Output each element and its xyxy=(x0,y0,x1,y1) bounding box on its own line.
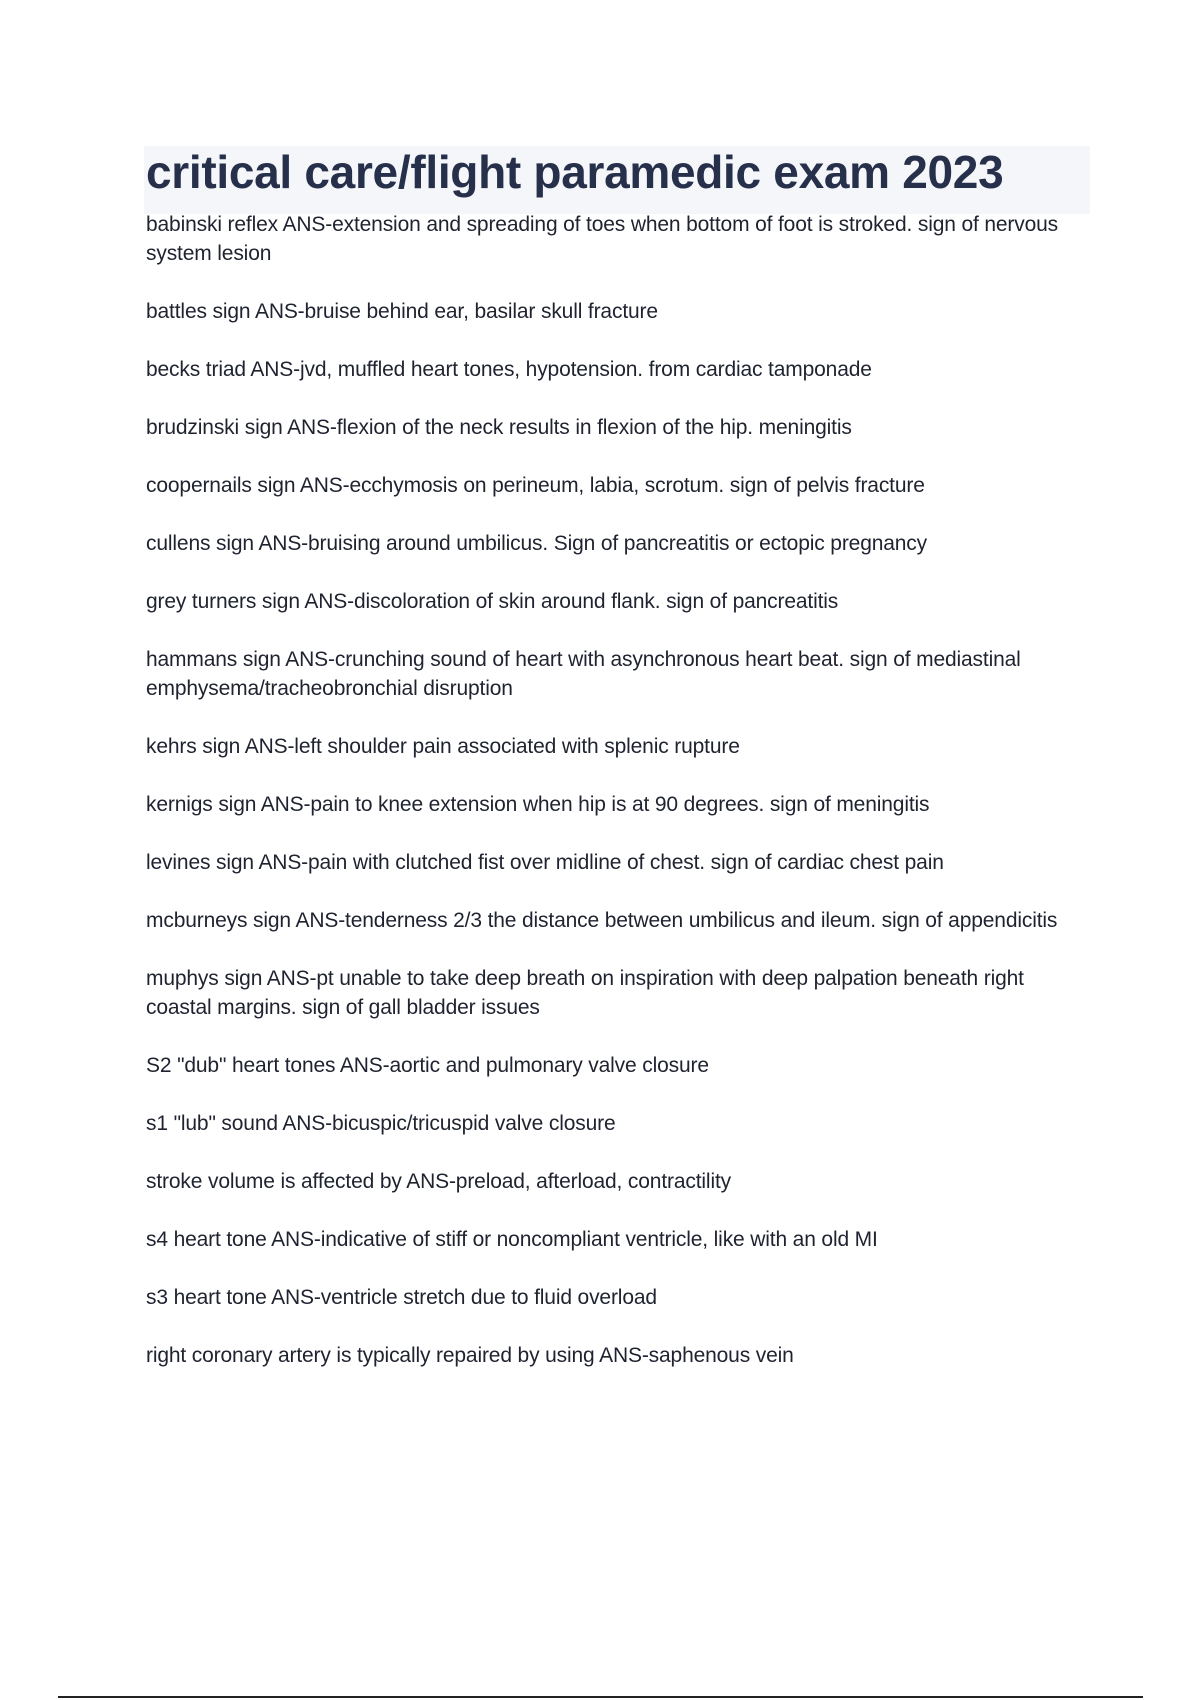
flashcard-item: s1 "lub" sound ANS-bicuspic/tricuspid valve closure xyxy=(146,1112,616,1135)
flashcard-item: right coronary artery is typically repaired by using ANS-saphenous vein xyxy=(146,1344,794,1367)
flashcard-item: kehrs sign ANS-left shoulder pain associated with splenic rupture xyxy=(146,735,740,758)
flashcard-item: kernigs sign ANS-pain to knee extension when hip is at 90 degrees. sign of meningitis xyxy=(146,793,930,816)
flashcard-item: muphys sign ANS-pt unable to take deep breath on inspiration with deep palpation beneath right coastal margins. sign of gall bladder issues xyxy=(146,967,1024,1019)
footer-divider xyxy=(58,1696,1143,1698)
flashcard-item: s3 heart tone ANS-ventricle stretch due to fluid overload xyxy=(146,1286,657,1309)
flashcard-item: becks triad ANS-jvd, muffled heart tones, hypotension. from cardiac tamponade xyxy=(146,358,872,381)
flashcard-item: hammans sign ANS-crunching sound of heart with asynchronous heart beat. sign of mediastinal emphysema/tracheobronchial disruption xyxy=(146,648,1021,700)
flashcard-item: S2 "dub" heart tones ANS-aortic and pulmonary valve closure xyxy=(146,1054,709,1077)
flashcard-list xyxy=(146,210,1090,1399)
flashcard-item: cullens sign ANS-bruising around umbilicus. Sign of pancreatitis or ectopic pregnancy xyxy=(146,532,928,555)
flashcard-item: levines sign ANS-pain with clutched fist over midline of chest. sign of cardiac chest pain xyxy=(146,851,944,874)
flashcard-item: mcburneys sign ANS-tenderness 2/3 the distance between umbilicus and ileum. sign of appendicitis xyxy=(146,909,1058,932)
flashcard-item: stroke volume is affected by ANS-preload, afterload, contractility xyxy=(146,1170,732,1193)
flashcard-item: babinski reflex ANS-extension and spreading of toes when bottom of foot is stroked. sign of nervous system lesion xyxy=(146,213,1059,265)
flashcard-item: coopernails sign ANS-ecchymosis on perineum, labia, scrotum. sign of pelvis fracture xyxy=(146,474,925,497)
flashcard-item: brudzinski sign ANS-flexion of the neck results in flexion of the hip. meningitis xyxy=(146,416,852,439)
flashcard-item: battles sign ANS-bruise behind ear, basilar skull fracture xyxy=(146,300,658,323)
page-title: critical care/flight paramedic exam 2023 xyxy=(146,146,1004,198)
flashcard-item: s4 heart tone ANS-indicative of stiff or noncompliant ventricle, like with an old MI xyxy=(146,1228,878,1251)
flashcard-item: grey turners sign ANS-discoloration of skin around flank. sign of pancreatitis xyxy=(146,590,839,613)
